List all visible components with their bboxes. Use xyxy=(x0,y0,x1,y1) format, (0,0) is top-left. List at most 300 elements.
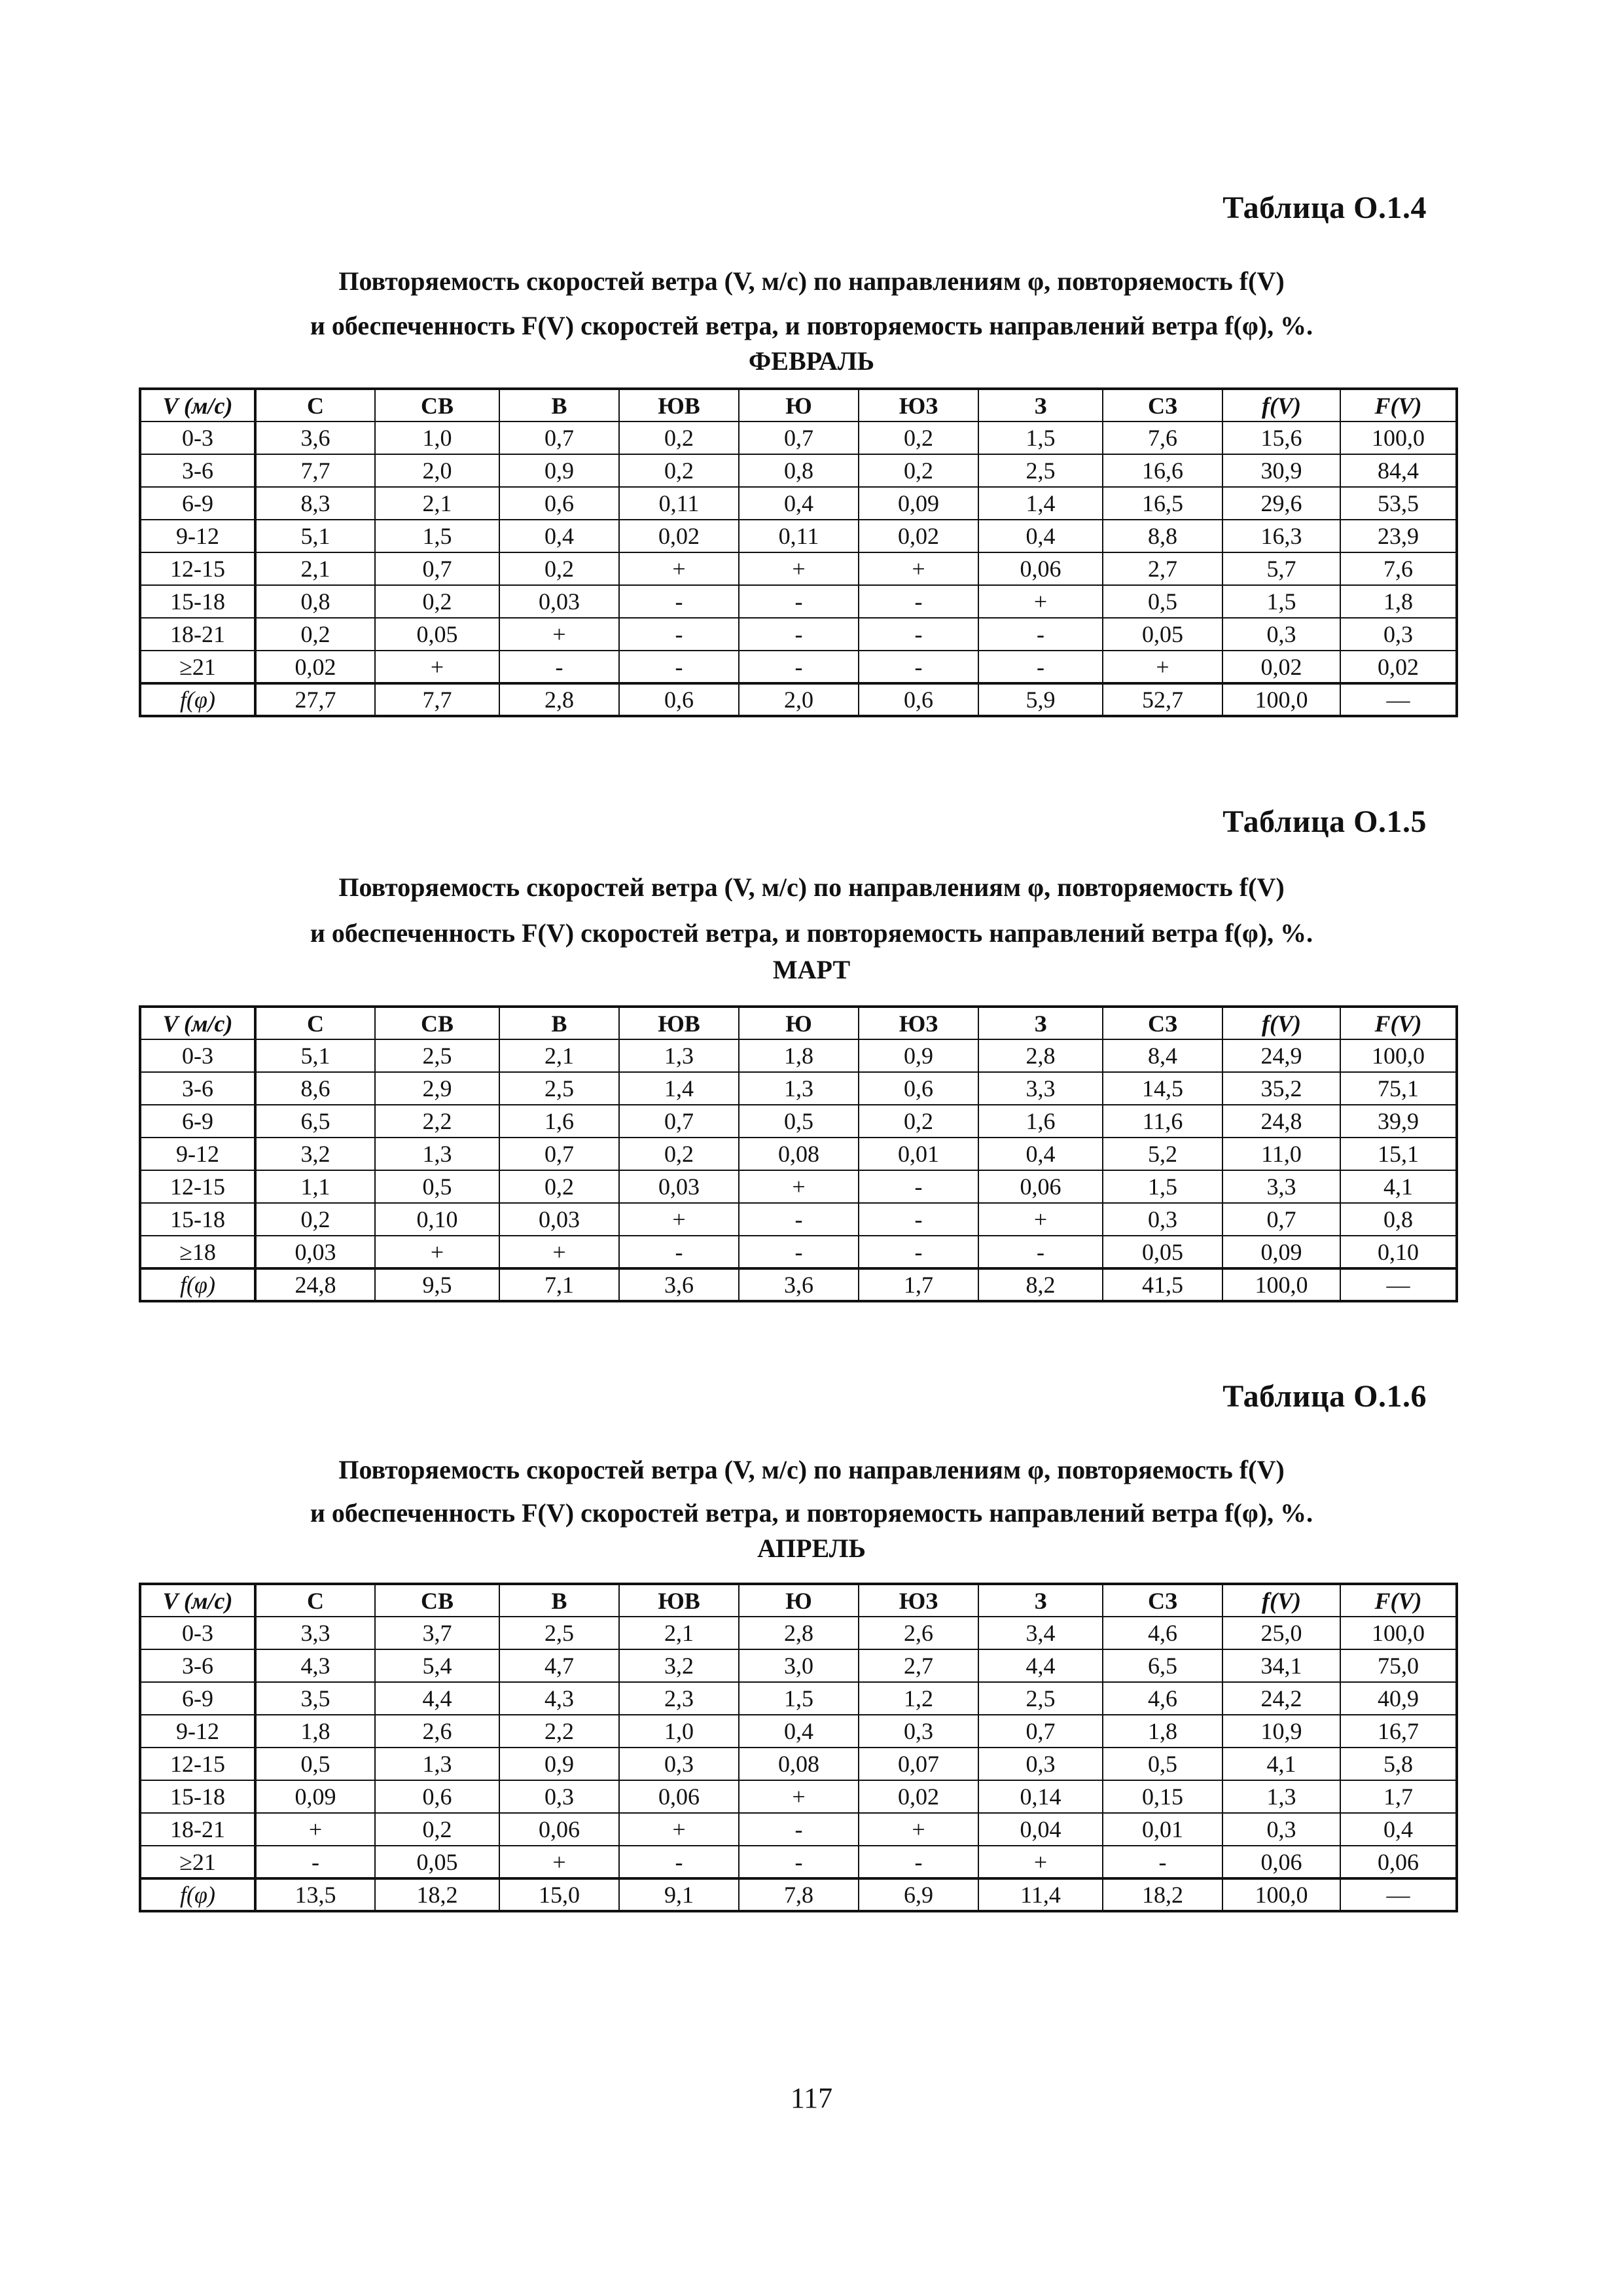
table-row xyxy=(140,585,1457,618)
header-cell-direction: В xyxy=(499,1584,619,1617)
table-cell: + xyxy=(978,1846,1103,1878)
table-caption-line2: и обеспеченность F(V) скоростей ветра, и повторяемость направлений ветра f(φ), %. xyxy=(310,311,1313,340)
table-cell: 9-12 xyxy=(140,1715,255,1748)
table-cell: 11,0 xyxy=(1222,1138,1340,1170)
table-cell: 1,5 xyxy=(1103,1170,1222,1203)
header-cell-direction: ЮЗ xyxy=(859,389,978,422)
table-cell: 0,7 xyxy=(499,422,619,454)
table-cell: 100,0 xyxy=(1222,1268,1340,1301)
header-cell-direction: ЮВ xyxy=(619,389,739,422)
table-cell: 1,7 xyxy=(859,1268,978,1301)
table-cell: 0,7 xyxy=(375,552,499,585)
table-cell: - xyxy=(255,1846,375,1878)
month-label: ФЕВРАЛЬ xyxy=(748,346,875,376)
table-cell: 29,6 xyxy=(1222,487,1340,520)
header-cell-direction: СВ xyxy=(375,1584,499,1617)
table-cell: - xyxy=(859,585,978,618)
header-cell-direction: СЗ xyxy=(1103,1007,1222,1039)
header-cell-direction: ЮВ xyxy=(619,1584,739,1617)
table-cell: 15,6 xyxy=(1222,422,1340,454)
table-cell: 0,6 xyxy=(859,683,978,716)
table-cell: 0,14 xyxy=(978,1780,1103,1813)
table-cell: 1,3 xyxy=(375,1138,499,1170)
table-cell: 41,5 xyxy=(1103,1268,1222,1301)
table-row xyxy=(140,454,1457,487)
table-cell: + xyxy=(978,1203,1103,1236)
table-cell: 0,06 xyxy=(1222,1846,1340,1878)
table-row xyxy=(140,552,1457,585)
table-cell: 0,01 xyxy=(1103,1813,1222,1846)
table-cell: 1,0 xyxy=(619,1715,739,1748)
table-row xyxy=(140,1072,1457,1105)
header-cell-direction: ЮЗ xyxy=(859,1584,978,1617)
table-cell: 0,9 xyxy=(859,1039,978,1072)
table-cell: 15-18 xyxy=(140,1780,255,1813)
table-row xyxy=(140,1715,1457,1748)
table-cell: 4,3 xyxy=(255,1649,375,1682)
table-cell: 0,3 xyxy=(1340,618,1457,651)
header-cell-Fv: F(V) xyxy=(1340,1584,1457,1617)
table-cell: 0,02 xyxy=(1340,651,1457,683)
table-cell: 75,1 xyxy=(1340,1072,1457,1105)
table-cell: 1,8 xyxy=(1340,585,1457,618)
table-cell: - xyxy=(619,1236,739,1268)
table-cell: 0,8 xyxy=(739,454,859,487)
table-cell: 3,3 xyxy=(255,1617,375,1649)
table-cell: 9-12 xyxy=(140,1138,255,1170)
table-cell: 9-12 xyxy=(140,520,255,552)
table-cell: 3,0 xyxy=(739,1649,859,1682)
table-cell: + xyxy=(619,1203,739,1236)
table-cell: 5,1 xyxy=(255,1039,375,1072)
table-cell: - xyxy=(978,618,1103,651)
table-cell: 0,9 xyxy=(499,454,619,487)
table-cell: 24,8 xyxy=(255,1268,375,1301)
table-row xyxy=(140,1682,1457,1715)
table-cell: 0,4 xyxy=(739,487,859,520)
table-cell: 1,8 xyxy=(255,1715,375,1748)
table-cell: 9,1 xyxy=(619,1878,739,1911)
table-row-f-phi xyxy=(140,1878,1457,1911)
table-cell: 11,4 xyxy=(978,1878,1103,1911)
table-cell: 84,4 xyxy=(1340,454,1457,487)
table-cell: 3,6 xyxy=(739,1268,859,1301)
table-cell: - xyxy=(739,651,859,683)
table-cell: 2,6 xyxy=(375,1715,499,1748)
table-cell: 4,6 xyxy=(1103,1682,1222,1715)
header-cell-Fv: F(V) xyxy=(1340,389,1457,422)
table-cell: 2,5 xyxy=(499,1617,619,1649)
table-cell: - xyxy=(1103,1846,1222,1878)
header-cell-direction: СЗ xyxy=(1103,1584,1222,1617)
header-cell-direction: ЮЗ xyxy=(859,1007,978,1039)
table-row xyxy=(140,1203,1457,1236)
table-caption-line1: Повторяемость скоростей ветра (V, м/с) по направлениям φ, повторяемость f(V) xyxy=(338,1455,1285,1484)
table-cell: 3,4 xyxy=(978,1617,1103,1649)
table-cell: 0,6 xyxy=(375,1780,499,1813)
header-cell-direction: В xyxy=(499,389,619,422)
table-cell: 2,8 xyxy=(499,683,619,716)
header-cell-direction: СВ xyxy=(375,1007,499,1039)
header-cell-speed: V (м/с) xyxy=(140,389,255,422)
table-cell: - xyxy=(739,1203,859,1236)
table-cell: 1,8 xyxy=(1103,1715,1222,1748)
table-cell: 1,5 xyxy=(978,422,1103,454)
month-label: МАРТ xyxy=(772,955,851,984)
table-cell: 1,3 xyxy=(375,1748,499,1780)
table-cell: - xyxy=(859,1203,978,1236)
table-cell: - xyxy=(978,651,1103,683)
table-cell: 0,4 xyxy=(978,1138,1103,1170)
table-cell: ≥18 xyxy=(140,1236,255,1268)
header-cell-direction: ЮВ xyxy=(619,1007,739,1039)
table-cell: 10,9 xyxy=(1222,1715,1340,1748)
table-cell: 0,06 xyxy=(619,1780,739,1813)
table-cell: 0,2 xyxy=(499,552,619,585)
table-row xyxy=(140,1649,1457,1682)
table-cell: 0,3 xyxy=(619,1748,739,1780)
table-cell: 0,4 xyxy=(499,520,619,552)
table-cell: 18,2 xyxy=(1103,1878,1222,1911)
table-cell: - xyxy=(859,651,978,683)
table-cell: 8,6 xyxy=(255,1072,375,1105)
table-row xyxy=(140,422,1457,454)
table-row xyxy=(140,1170,1457,1203)
table-cell: 0,2 xyxy=(619,454,739,487)
table-cell: 0,2 xyxy=(255,1203,375,1236)
table-cell: - xyxy=(739,585,859,618)
table-cell: 100,0 xyxy=(1340,1617,1457,1649)
table-cell: 34,1 xyxy=(1222,1649,1340,1682)
table-cell: - xyxy=(859,618,978,651)
table-cell: 5,7 xyxy=(1222,552,1340,585)
table-cell: 30,9 xyxy=(1222,454,1340,487)
table-cell: — xyxy=(1340,683,1457,716)
header-cell-direction: С xyxy=(255,389,375,422)
table-cell: 2,1 xyxy=(499,1039,619,1072)
table-row xyxy=(140,1846,1457,1878)
table-cell: 1,2 xyxy=(859,1682,978,1715)
table-row-f-phi xyxy=(140,1268,1457,1301)
table-cell: + xyxy=(499,1846,619,1878)
table-cell: 0,6 xyxy=(619,683,739,716)
header-cell-direction: З xyxy=(978,1584,1103,1617)
table-cell: 0,5 xyxy=(1103,1748,1222,1780)
table-row xyxy=(140,1617,1457,1649)
table-number: Таблица О.1.6 xyxy=(1222,1379,1427,1414)
header-cell-direction: В xyxy=(499,1007,619,1039)
table-cell: 24,2 xyxy=(1222,1682,1340,1715)
table-cell: + xyxy=(499,1236,619,1268)
table-cell: 1,1 xyxy=(255,1170,375,1203)
table-cell: 4,6 xyxy=(1103,1617,1222,1649)
table-cell: 15-18 xyxy=(140,585,255,618)
table-cell: + xyxy=(859,552,978,585)
table-cell: 0,7 xyxy=(978,1715,1103,1748)
table-cell: 12-15 xyxy=(140,1170,255,1203)
table-cell: 7,7 xyxy=(255,454,375,487)
header-cell-speed: V (м/с) xyxy=(140,1584,255,1617)
header-cell-Fv: F(V) xyxy=(1340,1007,1457,1039)
table-cell: 0,2 xyxy=(499,1170,619,1203)
table-caption-line2: и обеспеченность F(V) скоростей ветра, и повторяемость направлений ветра f(φ), %. xyxy=(310,1498,1313,1528)
table-cell: 23,9 xyxy=(1340,520,1457,552)
header-cell-direction: Ю xyxy=(739,1584,859,1617)
table-cell: 15,1 xyxy=(1340,1138,1457,1170)
table-cell: + xyxy=(1103,651,1222,683)
table-cell: 7,7 xyxy=(375,683,499,716)
table-cell: 0,05 xyxy=(1103,618,1222,651)
table-cell: 0,05 xyxy=(1103,1236,1222,1268)
header-cell-fv: f(V) xyxy=(1222,1007,1340,1039)
table-cell: 0,6 xyxy=(859,1072,978,1105)
table-cell: - xyxy=(619,585,739,618)
table-cell: 2,0 xyxy=(739,683,859,716)
table-cell: 0,05 xyxy=(375,1846,499,1878)
table-row xyxy=(140,1813,1457,1846)
table-cell: 0,06 xyxy=(499,1813,619,1846)
table-cell: 11,6 xyxy=(1103,1105,1222,1138)
table-cell: 2,7 xyxy=(1103,552,1222,585)
header-cell-fv: f(V) xyxy=(1222,389,1340,422)
table-cell: — xyxy=(1340,1268,1457,1301)
table-cell: 3,3 xyxy=(1222,1170,1340,1203)
table-cell: 0,7 xyxy=(619,1105,739,1138)
table-header-row xyxy=(140,1584,1457,1617)
header-cell-direction: Ю xyxy=(739,389,859,422)
table-cell: 2,5 xyxy=(499,1072,619,1105)
table-cell: 2,5 xyxy=(978,454,1103,487)
table-cell: 1,4 xyxy=(619,1072,739,1105)
header-cell-direction: Ю xyxy=(739,1007,859,1039)
table-cell: 7,1 xyxy=(499,1268,619,1301)
table-cell: 3-6 xyxy=(140,1072,255,1105)
table-cell: 0,3 xyxy=(859,1715,978,1748)
table-cell: 24,8 xyxy=(1222,1105,1340,1138)
table-cell: 3,5 xyxy=(255,1682,375,1715)
table-cell: 5,8 xyxy=(1340,1748,1457,1780)
table-row xyxy=(140,487,1457,520)
table-cell: 15-18 xyxy=(140,1203,255,1236)
table-cell: 0,5 xyxy=(739,1105,859,1138)
table-cell: 6-9 xyxy=(140,1105,255,1138)
table-cell: 0,2 xyxy=(255,618,375,651)
table-cell: — xyxy=(1340,1878,1457,1911)
table-cell: - xyxy=(739,1236,859,1268)
table-cell: 0,2 xyxy=(619,1138,739,1170)
table-cell: 4,1 xyxy=(1222,1748,1340,1780)
table-cell: 8,8 xyxy=(1103,520,1222,552)
table-cell: 0,04 xyxy=(978,1813,1103,1846)
table-cell: - xyxy=(859,1236,978,1268)
table-row xyxy=(140,520,1457,552)
table-cell: 0,15 xyxy=(1103,1780,1222,1813)
table-cell: 0,11 xyxy=(619,487,739,520)
table-cell: 0,2 xyxy=(375,585,499,618)
table-cell: 40,9 xyxy=(1340,1682,1457,1715)
table-cell: 3-6 xyxy=(140,454,255,487)
table-cell: 1,5 xyxy=(375,520,499,552)
table-row xyxy=(140,1138,1457,1170)
table-cell: 6,9 xyxy=(859,1878,978,1911)
header-cell-direction: СЗ xyxy=(1103,389,1222,422)
table-cell: + xyxy=(859,1813,978,1846)
table-cell: f(φ) xyxy=(140,1878,255,1911)
table-cell: 6-9 xyxy=(140,1682,255,1715)
table-cell: 1,0 xyxy=(375,422,499,454)
table-cell: 15,0 xyxy=(499,1878,619,1911)
table-caption-line2: и обеспеченность F(V) скоростей ветра, и повторяемость направлений ветра f(φ), %. xyxy=(310,918,1313,948)
table-cell: - xyxy=(619,1846,739,1878)
table-cell: 7,8 xyxy=(739,1878,859,1911)
table-cell: - xyxy=(859,1846,978,1878)
table-cell: 27,7 xyxy=(255,683,375,716)
table-caption-line1: Повторяемость скоростей ветра (V, м/с) по направлениям φ, повторяемость f(V) xyxy=(338,266,1285,296)
table-cell: 6,5 xyxy=(1103,1649,1222,1682)
table-row xyxy=(140,1748,1457,1780)
table-cell: - xyxy=(859,1170,978,1203)
table-cell: 0,05 xyxy=(375,618,499,651)
table-cell: 0,03 xyxy=(499,585,619,618)
wind-table xyxy=(139,1583,1458,1912)
table-cell: 2,2 xyxy=(375,1105,499,1138)
table-cell: 0-3 xyxy=(140,1039,255,1072)
table-cell: 14,5 xyxy=(1103,1072,1222,1105)
wind-table xyxy=(139,387,1458,717)
table-cell: 3,2 xyxy=(619,1649,739,1682)
table-number: Таблица О.1.4 xyxy=(1222,190,1427,225)
table-cell: 24,9 xyxy=(1222,1039,1340,1072)
month-label: АПРЕЛЬ xyxy=(757,1534,866,1563)
table-cell: 1,3 xyxy=(739,1072,859,1105)
table-cell: 0,5 xyxy=(255,1748,375,1780)
table-cell: 3,6 xyxy=(255,422,375,454)
table-cell: 3,6 xyxy=(619,1268,739,1301)
table-cell: 0,02 xyxy=(859,1780,978,1813)
table-cell: 6-9 xyxy=(140,487,255,520)
table-cell: + xyxy=(619,552,739,585)
table-cell: - xyxy=(739,618,859,651)
table-cell: 2,1 xyxy=(375,487,499,520)
table-cell: 0,8 xyxy=(1340,1203,1457,1236)
table-cell: f(φ) xyxy=(140,1268,255,1301)
table-cell: 0,09 xyxy=(255,1780,375,1813)
table-cell: 3-6 xyxy=(140,1649,255,1682)
table-cell: 16,6 xyxy=(1103,454,1222,487)
table-cell: 13,5 xyxy=(255,1878,375,1911)
table-cell: ≥21 xyxy=(140,651,255,683)
table-cell: + xyxy=(375,1236,499,1268)
table-row xyxy=(140,618,1457,651)
table-cell: + xyxy=(739,1170,859,1203)
table-cell: 0,2 xyxy=(859,422,978,454)
table-cell: - xyxy=(619,618,739,651)
table-cell: 2,9 xyxy=(375,1072,499,1105)
table-cell: f(φ) xyxy=(140,683,255,716)
table-cell: 1,5 xyxy=(739,1682,859,1715)
header-cell-direction: С xyxy=(255,1007,375,1039)
table-row xyxy=(140,1039,1457,1072)
header-cell-direction: З xyxy=(978,389,1103,422)
table-cell: 2,6 xyxy=(859,1617,978,1649)
table-cell: 0,09 xyxy=(1222,1236,1340,1268)
table-header-row xyxy=(140,389,1457,422)
table-cell: 0,08 xyxy=(739,1748,859,1780)
table-cell: - xyxy=(739,1813,859,1846)
table-cell: + xyxy=(739,1780,859,1813)
table-cell: 0,9 xyxy=(499,1748,619,1780)
header-cell-direction: СВ xyxy=(375,389,499,422)
table-cell: 1,3 xyxy=(1222,1780,1340,1813)
table-cell: 5,4 xyxy=(375,1649,499,1682)
table-cell: 3,3 xyxy=(978,1072,1103,1105)
table-cell: 4,4 xyxy=(375,1682,499,1715)
table-cell: 2,3 xyxy=(619,1682,739,1715)
table-cell: 2,1 xyxy=(255,552,375,585)
table-row xyxy=(140,651,1457,683)
table-cell: 2,2 xyxy=(499,1715,619,1748)
table-cell: + xyxy=(255,1813,375,1846)
table-cell: 12-15 xyxy=(140,552,255,585)
table-cell: 4,7 xyxy=(499,1649,619,1682)
table-cell: 0,2 xyxy=(375,1813,499,1846)
table-cell: 1,6 xyxy=(499,1105,619,1138)
table-cell: ≥21 xyxy=(140,1846,255,1878)
table-cell: 0,10 xyxy=(375,1203,499,1236)
table-cell: + xyxy=(619,1813,739,1846)
table-cell: 0-3 xyxy=(140,422,255,454)
table-cell: 2,7 xyxy=(859,1649,978,1682)
table-cell: 8,4 xyxy=(1103,1039,1222,1072)
table-cell: 5,2 xyxy=(1103,1138,1222,1170)
table-cell: 18,2 xyxy=(375,1878,499,1911)
table-cell: 0,3 xyxy=(1103,1203,1222,1236)
table-cell: 0,03 xyxy=(499,1203,619,1236)
table-cell: 8,3 xyxy=(255,487,375,520)
table-cell: 0-3 xyxy=(140,1617,255,1649)
table-cell: 1,6 xyxy=(978,1105,1103,1138)
wind-table xyxy=(139,1005,1458,1302)
table-cell: 3,7 xyxy=(375,1617,499,1649)
table-cell: 0,4 xyxy=(978,520,1103,552)
table-cell: 5,1 xyxy=(255,520,375,552)
table-cell: 0,02 xyxy=(619,520,739,552)
table-cell: 0,7 xyxy=(1222,1203,1340,1236)
table-cell: 2,8 xyxy=(978,1039,1103,1072)
table-cell: 0,08 xyxy=(739,1138,859,1170)
table-cell: 100,0 xyxy=(1222,1878,1340,1911)
table-cell: 1,7 xyxy=(1340,1780,1457,1813)
table-cell: 35,2 xyxy=(1222,1072,1340,1105)
table-row xyxy=(140,1780,1457,1813)
table-cell: 0,02 xyxy=(859,520,978,552)
table-cell: 0,4 xyxy=(1340,1813,1457,1846)
table-cell: 1,5 xyxy=(1222,585,1340,618)
table-cell: 4,4 xyxy=(978,1649,1103,1682)
table-cell: 1,4 xyxy=(978,487,1103,520)
table-cell: 0,7 xyxy=(499,1138,619,1170)
table-cell: 75,0 xyxy=(1340,1649,1457,1682)
table-cell: 1,8 xyxy=(739,1039,859,1072)
header-cell-direction: С xyxy=(255,1584,375,1617)
table-cell: 8,2 xyxy=(978,1268,1103,1301)
table-cell: 4,3 xyxy=(499,1682,619,1715)
table-cell: - xyxy=(978,1236,1103,1268)
table-cell: 7,6 xyxy=(1103,422,1222,454)
table-caption-line1: Повторяемость скоростей ветра (V, м/с) по направлениям φ, повторяемость f(V) xyxy=(338,872,1285,902)
table-cell: + xyxy=(739,552,859,585)
table-cell: + xyxy=(978,585,1103,618)
